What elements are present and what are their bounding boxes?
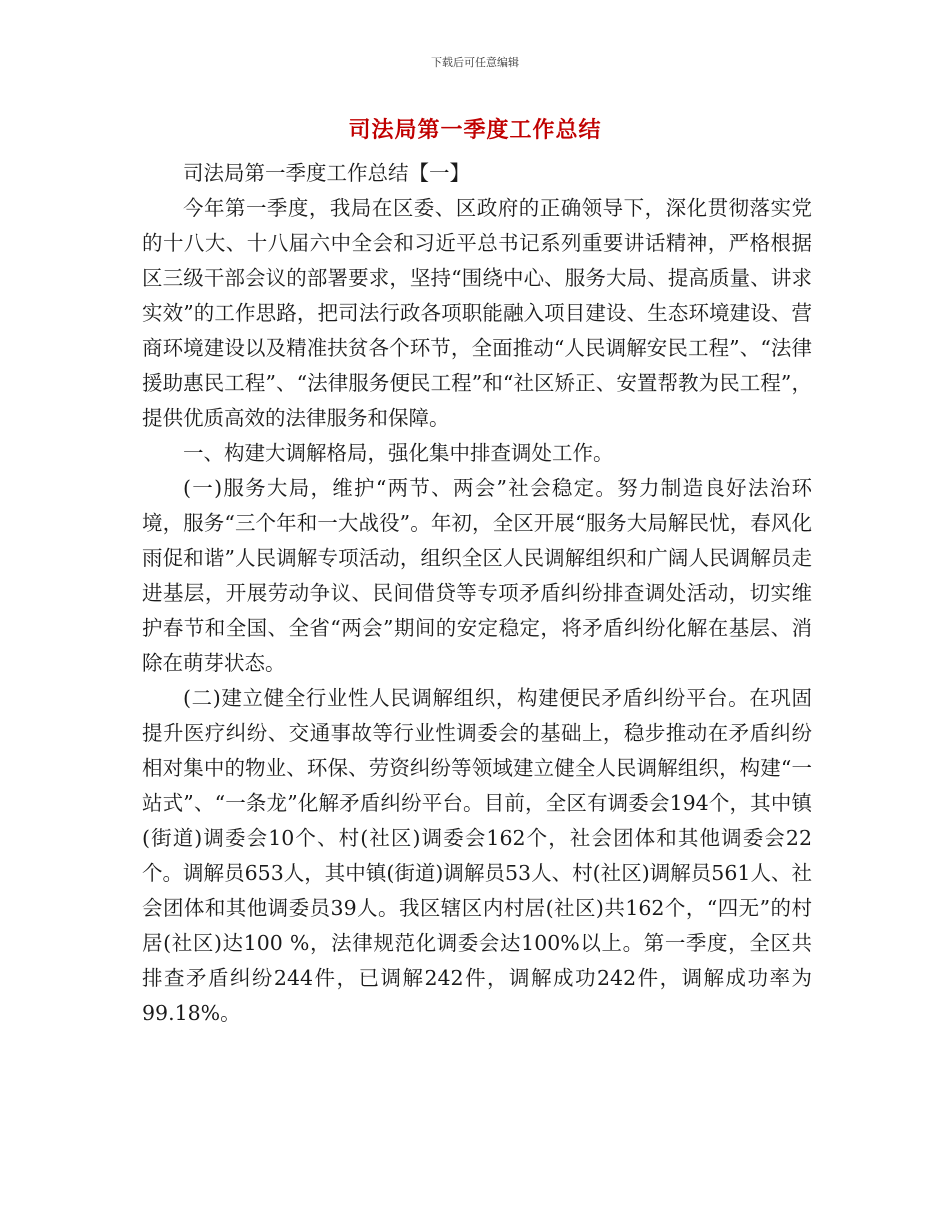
document-body xyxy=(142,156,812,1031)
paragraph-section-heading: 一、构建大调解格局，强化集中排查调处工作。 xyxy=(183,441,614,465)
paragraph-intro: 今年第一季度，我局在区委、区政府的正确领导下，深化贯彻落实党的十八大、十八届六中全会和习近平总书记系列重要讲话精神，严格根据区三级干部会议的部署要求，坚持“围绕中心、服务大局、提高质量、讲求实效”的工作思路，把司法行政各项职能融入项目建设、生态环境建设、营商环境建设以及精准扶贫各个环节，全面推动“人民调解安民工程”、“法律援助惠民工程”、“法律服务便民工程”和“社区矫正、安置帮教为民工程”，提供优质高效的法律服务和保障。 xyxy=(142,196,812,430)
document-title: 司法局第一季度工作总结 xyxy=(348,118,602,143)
page-header-note: 下载后可任意编辑 xyxy=(431,56,519,69)
paragraph-subtitle: 司法局第一季度工作总结【一】 xyxy=(183,161,470,185)
paragraph-item-1: (一)服务大局，维护“两节、两会”社会稳定。努力制造良好法治环境，服务“三个年和一大战役”。年初，全区开展“服务大局解民忧，春风化雨促和谐”人民调解专项活动，组织全区人民调解组织和广阔人民调解员走进基层，开展劳动争议、民间借贷等专项矛盾纠纷排查调处活动，切实维护春节和全国、全省“两会”期间的安定稳定，将矛盾纠纷化解在基层、消除在萌芽状态。 xyxy=(142,476,812,675)
paragraph-item-2: (二)建立健全行业性人民调解组织，构建便民矛盾纠纷平台。在巩固提升医疗纠纷、交通事故等行业性调委会的基础上，稳步推动在矛盾纠纷相对集中的物业、环保、劳资纠纷等领域建立健全人民调解组织，构建“一站式”、“一条龙”化解矛盾纠纷平台。目前，全区有调委会194个，其中镇(街道)调委会10个、村(社区)调委会162个，社会团体和其他调委会22个。调解员653人，其中镇(街道)调解员53人、村(社区)调解员561人、社会团体和其他调委员39人。我区辖区内村居(社区)共162个，“四无”的村居(社区)达100 %，法律规范化调委会达100%以上。第一季度，全区共排查矛盾纠纷244件，已调解242件，调解成功242件，调解成功率为99.18%。 xyxy=(142,686,812,1025)
